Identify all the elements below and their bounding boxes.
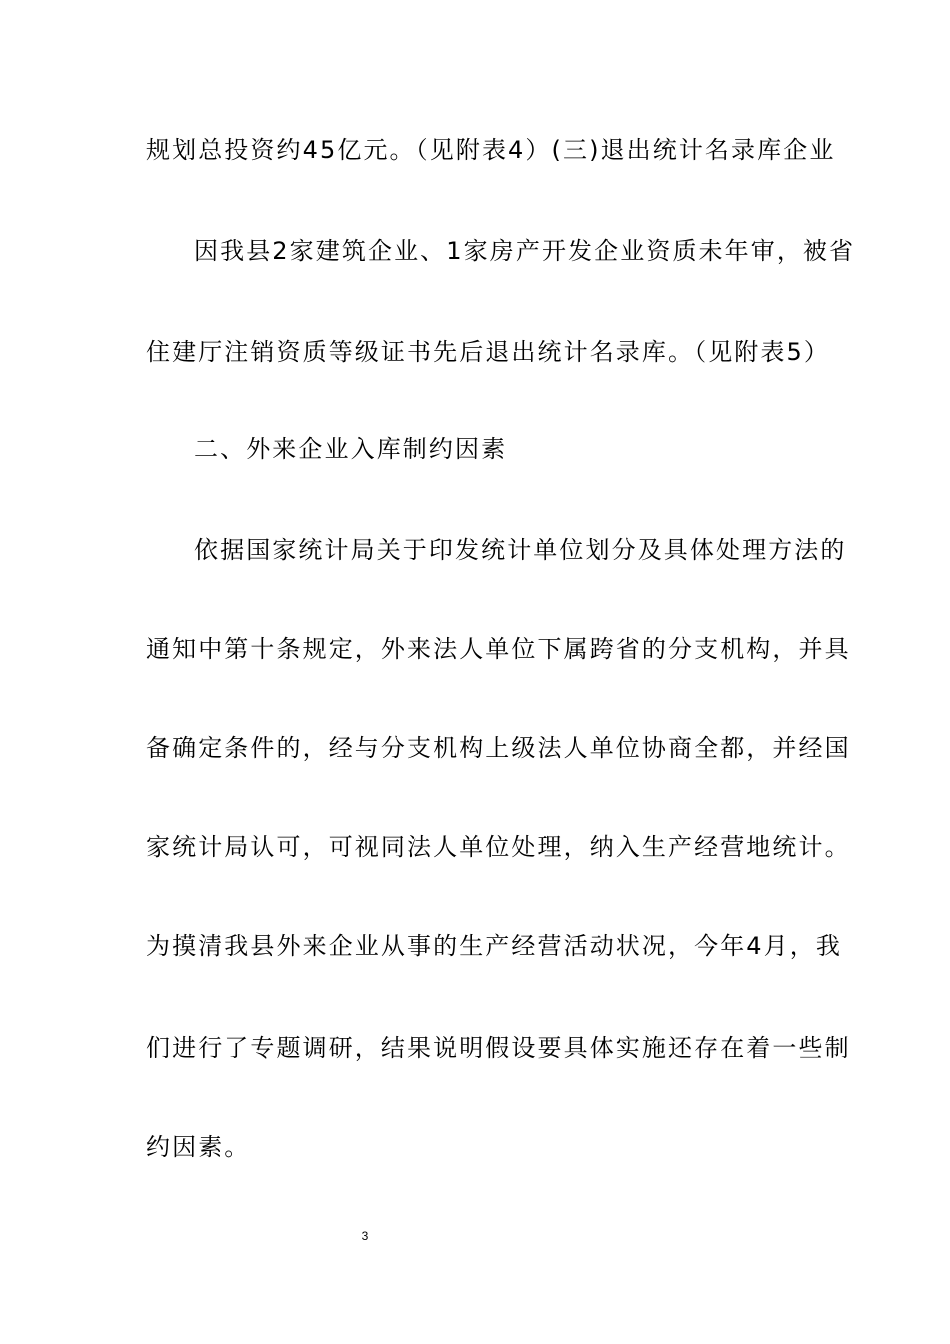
text-line-8: 家统计局认可，可视同法人单位处理，纳入生产经营地统计。 xyxy=(146,833,851,861)
text-line-2: 因我县2家建筑企业、1家房产开发企业资质未年审，被省 xyxy=(194,237,856,265)
text-line-5: 依据国家统计局关于印发统计单位划分及具体处理方法的 xyxy=(194,536,847,564)
section-heading: 二、外来企业入库制约因素 xyxy=(194,435,508,463)
text-line-3: 住建厅注销资质等级证书先后退出统计名录库。（见附表5） xyxy=(146,338,830,366)
text-line-11: 约因素。 xyxy=(146,1133,251,1161)
text-line-9: 为摸清我县外来企业从事的生产经营活动状况，今年4月，我 xyxy=(146,932,842,960)
text-line-6: 通知中第十条规定，外来法人单位下属跨省的分支机构，并具 xyxy=(146,635,851,663)
text-line-1: 规划总投资约45亿元。（见附表4）(三)退出统计名录库企业 xyxy=(146,136,836,164)
text-line-10: 们进行了专题调研，结果说明假设要具体实施还存在着一些制 xyxy=(146,1034,851,1062)
text-line-7: 备确定条件的，经与分支机构上级法人单位协商全都，并经国 xyxy=(146,734,851,762)
page-number: 3 xyxy=(361,1229,369,1243)
